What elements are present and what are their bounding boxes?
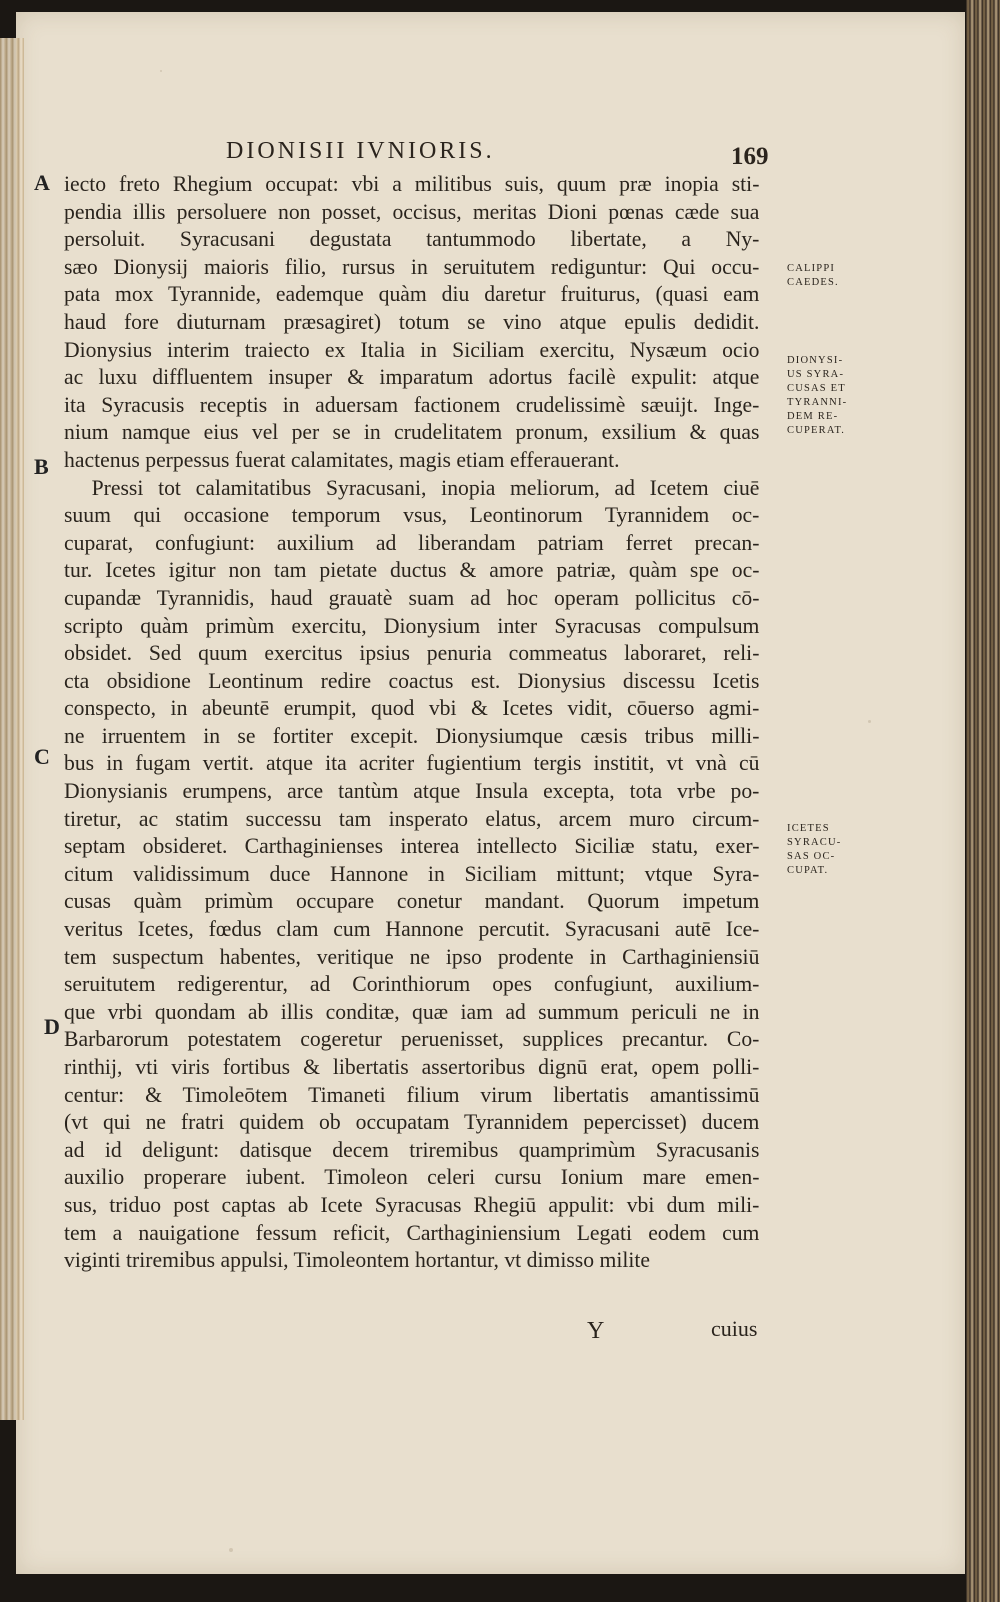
text-line: (vt qui ne fratri quidem ob occupatam Tyrannidem pepercisset) ducem	[64, 1109, 760, 1135]
text-line: centur: & Timoleōtem Timaneti filium virum libertatis amantissimū	[64, 1081, 760, 1107]
text-line: ac luxu diffluentem insuper & imparatum adortus facilè expulit: atque	[64, 364, 760, 390]
text-line: Dionysianis erumpens, arce tantùm atque Insula excepta, tota vrbe po-	[64, 778, 760, 804]
section-marker-a: A	[34, 170, 50, 195]
text-line: que vrbi quondam ab illis conditæ, quæ iam ad summum periculi ne in	[64, 998, 760, 1024]
text-line: ne irruentem in se fortiter excepit. Dionysiumque cæsis tribus milli-	[64, 722, 760, 748]
text-line: hactenus perpessus fuerat calamitates, magis etiam efferauerant.	[64, 446, 620, 472]
text-line: tem a nauigatione fessum reficit, Carthaginiensium Legati eodem cum	[64, 1219, 760, 1245]
text-line: Dionysius interim traiecto ex Italia in Siciliam exercitu, Nysæum ocio	[64, 336, 760, 362]
text-line: iecto freto Rhegium occupat: vbi a militibus suis, quum præ inopia sti-	[64, 171, 760, 196]
section-marker-d: D	[44, 1014, 60, 1039]
text-line: sus, triduo post captas ab Icete Syracusas Rhegiū appulit: vbi dum mili-	[64, 1191, 760, 1217]
running-head: DIONISII IVNIORIS.	[226, 138, 495, 164]
text-line: pendia illis persoluere non posset, occisus, meritas Dioni pœnas cæde sua	[64, 198, 760, 224]
margin-note-icetes: ICETES SYRACU- SAS OC- CUPAT.	[787, 823, 842, 876]
text-line: rinthij, vti viris fortibus & libertatis assertoribus dignū erat, opem polli-	[64, 1054, 760, 1079]
text-line: obsidet. Sed quum exercitus ipsius penuria commeatus laboraret, reli-	[64, 640, 760, 666]
text-line: viginti triremibus appulsi, Timoleontem hortantur, vt dimisso milite	[64, 1247, 651, 1273]
text-line: tur. Icetes igitur non tam pietate ductus & amore patriæ, quàm spe oc-	[64, 557, 760, 583]
left-page-edge	[0, 38, 24, 1420]
text-line: Pressi tot calamitatibus Syracusani, inopia meliorum, ad Icetem ciuē	[91, 474, 760, 500]
text-line: ad id deligunt: datisque decem triremibus quamprimùm Syracusanis	[64, 1136, 760, 1162]
right-page-edges	[966, 0, 1000, 1602]
margin-note-calippi: CALIPPI CAEDES.	[787, 263, 839, 288]
text-line: sæo Dionysij maioris filio, rursus in seruitutem rediguntur: Qui occu-	[64, 253, 760, 279]
signature-mark: Y	[587, 1318, 605, 1344]
text-line: scripto quàm primùm exercitu, Dionysium inter Syracusas compulsum	[64, 612, 760, 638]
text-line: tem suspectum habentes, veritique ne ipso prodente in Carthaginiensiū	[64, 943, 760, 969]
margin-note-dionysius: DIONYSI- US SYRA- CUSAS ET TYRANNI- DEM RE- CUPERAT.	[787, 355, 848, 436]
text-line: citum validissimum duce Hannone in Siciliam mittunt; vtque Syra-	[64, 860, 760, 886]
text-line: persoluit. Syracusani degustata tantummodo libertate, a Ny-	[64, 226, 760, 252]
text-line: cupandæ Tyrannidis, haud grauatè suam ad hoc operam pollicitus cō-	[64, 584, 760, 610]
text-line: pata mox Tyrannide, eademque quàm diu daretur fruiturus, (quasi eam	[64, 281, 760, 307]
text-line: seruitutem redigerentur, ad Corinthiorum opes confugiunt, auxilium-	[64, 971, 760, 997]
text-line: septam obsideret. Carthaginienses interea intellecto Siciliæ statu, exer-	[64, 833, 760, 859]
main-text-block	[64, 170, 759, 1274]
text-line: bus in fugam vertit. atque ita acriter fugientium tergis institit, vt vnà cū	[64, 750, 760, 776]
text-line: conspecto, in abeuntē erumpit, quod vbi & Icetes vidit, cōuerso agmi-	[64, 695, 760, 721]
text-line: veritus Icetes, fœdus clam cum Hannone percutit. Syracusani autē Ice-	[64, 916, 760, 942]
text-line: Barbarorum potestatem cogeretur peruenisset, supplices precantur. Co-	[64, 1026, 760, 1052]
text-line: cusas quàm primùm occupare conetur mandant. Quorum impetum	[64, 888, 760, 914]
text-line: ita Syracusis receptis in aduersam factionem crudelissimè sæuijt. Inge-	[64, 391, 760, 417]
text-line: haud fore diuturnam præsagiret) totum se vino atque epulis dedidit.	[64, 308, 760, 334]
section-marker-b: B	[34, 454, 49, 479]
text-line: nium namque eius vel per se in crudelitatem pronum, exsilium & quas	[64, 419, 760, 445]
text-line: suum qui occasione temporum vsus, Leontinorum Tyrannidem oc-	[64, 502, 760, 528]
text-line: cta obsidione Leontinum redire coactus est. Dionysius discessu Icetis	[64, 667, 760, 693]
page-number: 169	[731, 143, 769, 170]
text-line: tiretur, ac statim successu tam insperato elatus, arcem muro circum-	[64, 805, 760, 831]
section-marker-c: C	[34, 744, 50, 769]
text-line: auxilio properare iubent. Timoleon celeri cursu Ionium mare emen-	[64, 1164, 760, 1190]
catchword: cuius	[711, 1316, 758, 1341]
text-line: cuparat, confugiunt: auxilium ad liberandam patriam ferret precan-	[64, 529, 760, 555]
